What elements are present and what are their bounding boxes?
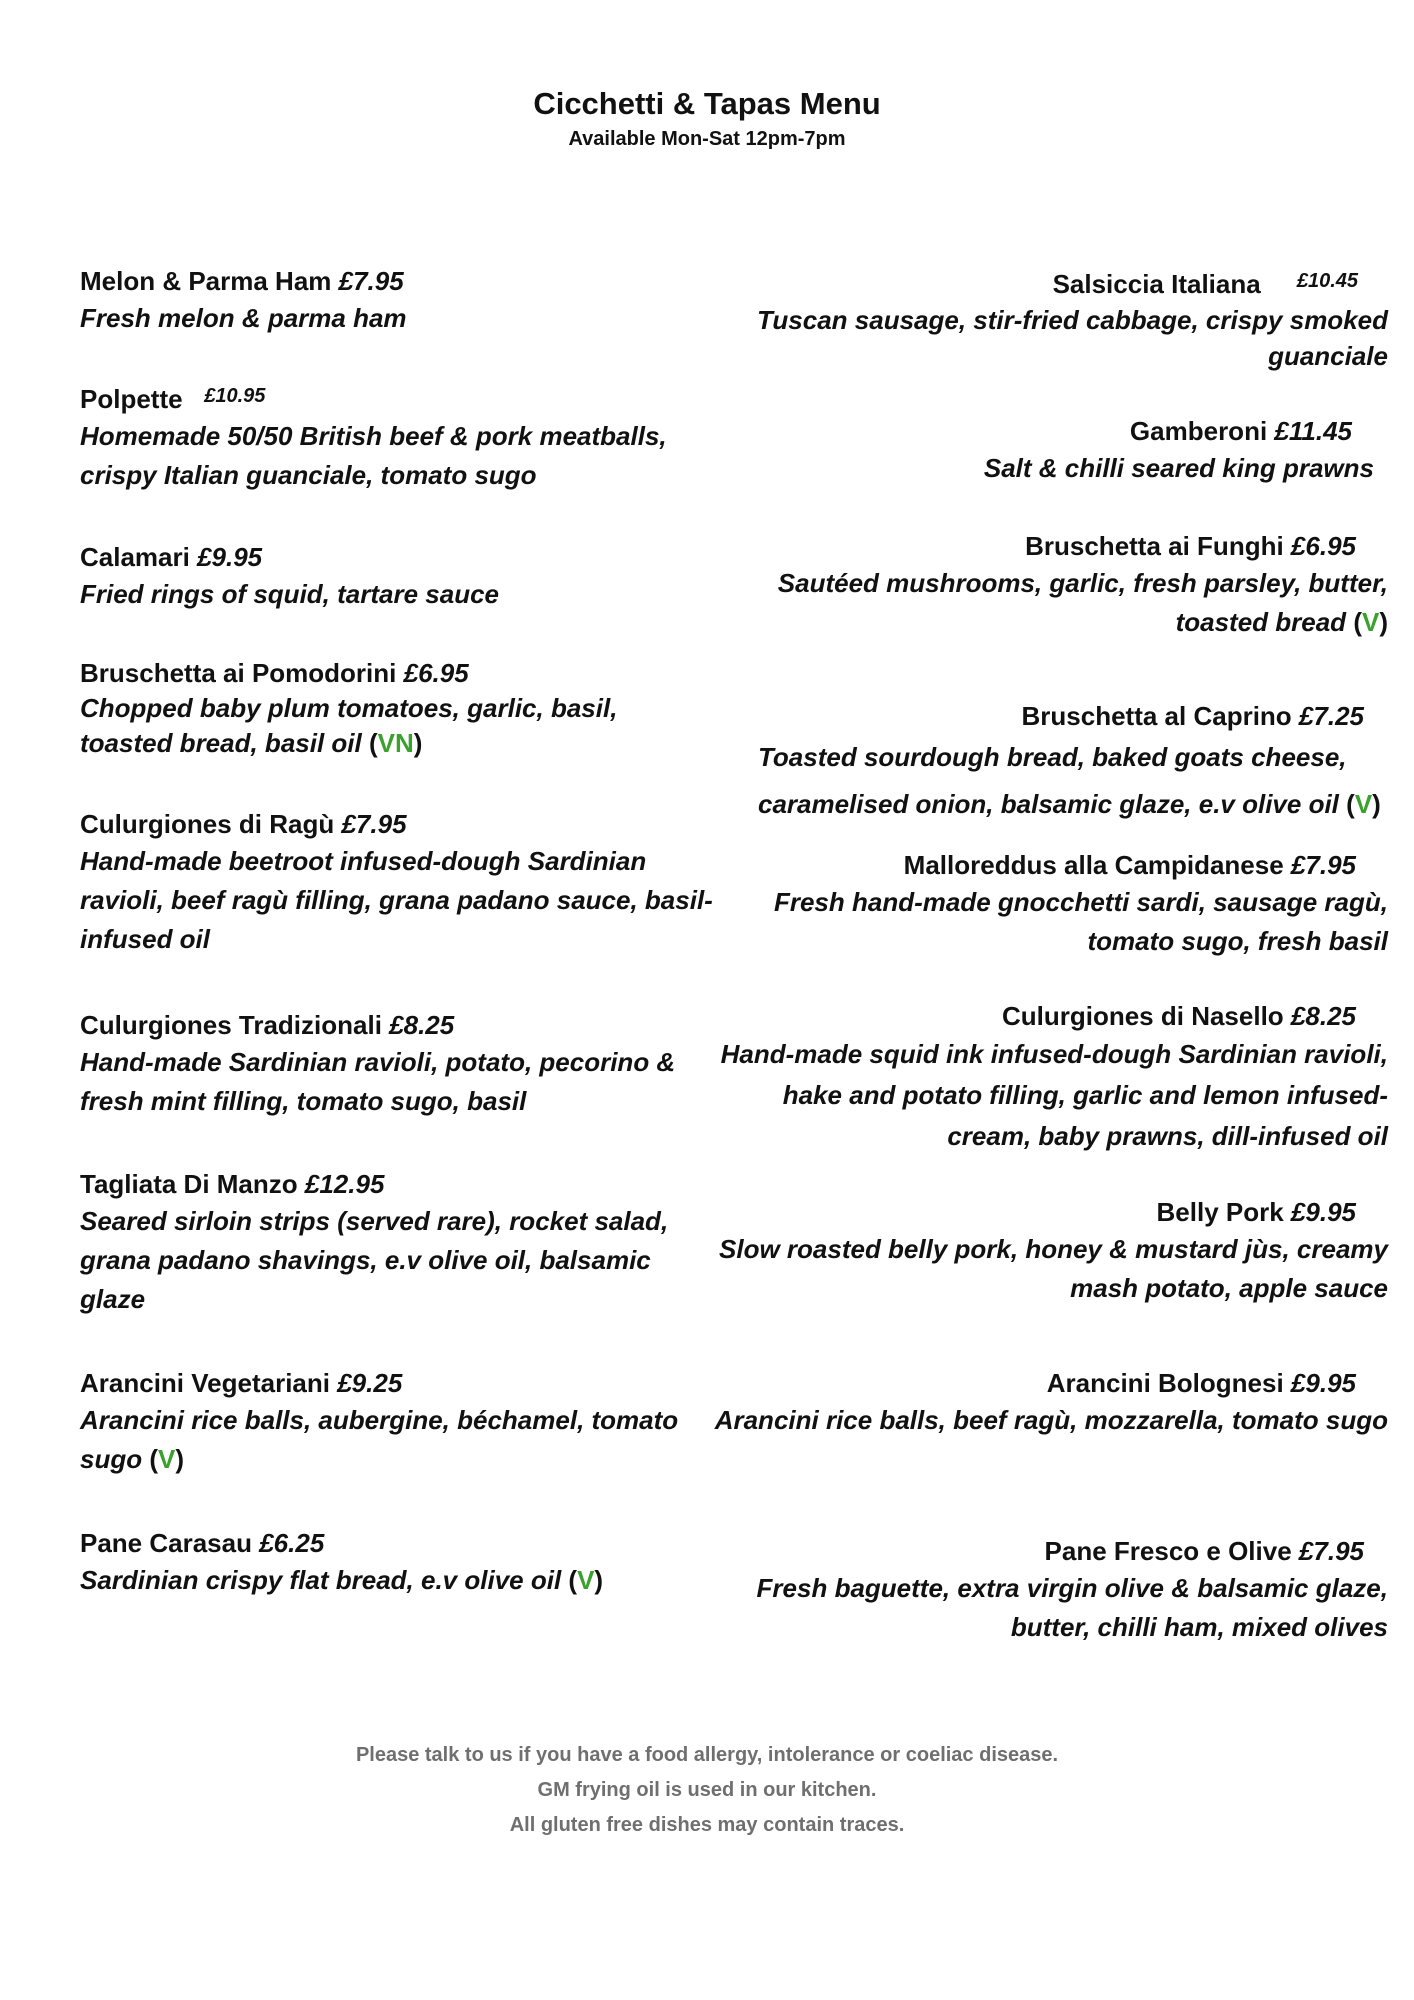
item-name: Pane Carasau £6.25 [80, 1528, 325, 1558]
item-name: Pane Fresco e Olive £7.95 [1044, 1536, 1364, 1566]
menu-item-pane-fresco-olive [708, 1533, 1388, 1647]
vegan-tag: VN [377, 728, 414, 758]
item-description: Hand-made Sardinian ravioli, potato, pecorino & fresh mint filling, tomato sugo, basil [80, 1047, 676, 1116]
item-description: Fresh hand-made gnocchetti sardi, sausage ragù, tomato sugo, fresh basil [773, 887, 1388, 956]
menu-item-bruschetta-funghi [708, 528, 1388, 642]
item-name: Culurgiones di Nasello £8.25 [1001, 1001, 1356, 1031]
availability-subtitle: Available Mon-Sat 12pm-7pm [568, 128, 846, 150]
item-name: Calamari £9.95 [80, 542, 263, 572]
menu-title: Cicchetti & Tapas Menu [533, 86, 881, 121]
allergy-notice-line: All gluten free dishes may contain traces. [509, 1814, 905, 1836]
item-name: Malloreddus alla Campidanese £7.95 [903, 850, 1356, 880]
menu-item-culurgiones-tradizionali [80, 1007, 720, 1121]
item-name: Bruschetta ai Funghi £6.95 [1025, 531, 1356, 561]
menu-item-culurgiones-ragu [80, 806, 720, 959]
item-price: £10.45 [1296, 270, 1358, 292]
vegetarian-tag: V [577, 1565, 595, 1595]
item-description: Sardinian crispy flat bread, e.v olive oil (V) [80, 1565, 604, 1595]
item-name: Belly Pork £9.95 [1156, 1197, 1356, 1227]
item-description: Fried rings of squid, tartare sauce [80, 579, 499, 609]
allergy-notice [0, 1738, 1414, 1843]
item-price: £9.95 [197, 542, 263, 572]
item-price: £9.95 [1290, 1197, 1356, 1227]
menu-item-salsiccia-italiana [708, 263, 1388, 374]
item-price: £9.25 [337, 1368, 403, 1398]
item-description: Hand-made squid ink infused-dough Sardinian ravioli, hake and potato filling, garlic and lemon infused-cream, baby prawns, dill-infused oil [720, 1039, 1388, 1151]
item-price: £6.95 [1290, 531, 1356, 561]
menu-item-calamari [80, 539, 720, 614]
menu-item-belly-pork [708, 1194, 1388, 1308]
item-price: £7.95 [338, 266, 404, 296]
item-price: £7.95 [341, 809, 407, 839]
item-price: £7.25 [1298, 701, 1364, 731]
item-description: Slow roasted belly pork, honey & mustard jùs, creamy mash potato, apple sauce [719, 1234, 1388, 1303]
vegetarian-tag: V [1354, 789, 1373, 819]
item-price: £7.95 [1290, 850, 1356, 880]
item-name: Arancini Bolognesi £9.95 [1046, 1368, 1356, 1398]
menu-item-malloreddus [708, 847, 1388, 961]
item-description: Salt & chilli seared king prawns [983, 453, 1374, 483]
allergy-notice-line: GM frying oil is used in our kitchen. [537, 1779, 877, 1801]
menu-item-arancini-bolognesi [708, 1365, 1388, 1440]
menu-item-tagliata-di-manzo [80, 1166, 720, 1319]
item-name: Gamberoni £11.45 [1129, 416, 1352, 446]
item-name: Melon & Parma Ham £7.95 [80, 266, 404, 296]
item-description: Fresh baguette, extra virgin olive & balsamic glaze, butter, chilli ham, mixed olives [756, 1573, 1388, 1642]
item-description: Arancini rice balls, beef ragù, mozzarella, tomato sugo [714, 1405, 1388, 1435]
menu-item-melon-parma-ham [80, 263, 720, 338]
item-description: Fresh melon & parma ham [80, 303, 407, 333]
menu-item-arancini-vegetariani [80, 1365, 720, 1479]
menu-item-culurgiones-nasello [708, 998, 1388, 1157]
menu-item-gamberoni [708, 413, 1388, 488]
menu-item-bruschetta-caprino [708, 698, 1388, 828]
menu-item-bruschetta-pomodorini [80, 655, 720, 761]
item-price: £7.95 [1298, 1536, 1364, 1566]
item-description: Chopped baby plum tomatoes, garlic, basil, toasted bread, basil oil (VN) [80, 693, 618, 758]
allergy-notice-line: Please talk to us if you have a food allergy, intolerance or coeliac disease. [355, 1744, 1059, 1766]
item-name: Bruschetta al Caprino £7.25 [1021, 701, 1364, 731]
item-price: £9.95 [1290, 1368, 1356, 1398]
item-name: Culurgiones di Ragù £7.95 [80, 809, 407, 839]
item-price: £10.95 [204, 385, 266, 407]
vegetarian-tag: V [1361, 607, 1380, 637]
item-price: £12.95 [304, 1169, 385, 1199]
item-name: Polpette $^{£10.95}$ [80, 384, 266, 414]
item-description: Toasted sourdough bread, baked goats cheese, caramelised onion, balsamic glaze, e.v olive oil (V) [758, 742, 1381, 819]
item-price: £6.25 [259, 1528, 325, 1558]
item-name: Culurgiones Tradizionali £8.25 [80, 1010, 455, 1040]
item-description: Homemade 50/50 British beef & pork meatballs, crispy Italian guanciale, tomato sugo [80, 421, 667, 490]
item-description: Arancini rice balls, aubergine, béchamel, tomato sugo (V) [80, 1405, 679, 1474]
item-price: £8.25 [389, 1010, 455, 1040]
item-name: Salsiccia Italiana $^{£10.45}$ [1052, 269, 1358, 299]
menu-item-polpette [80, 378, 720, 495]
item-price: £8.25 [1290, 1001, 1356, 1031]
item-name: Tagliata Di Manzo £12.95 [80, 1169, 385, 1199]
item-price: £6.95 [403, 658, 469, 688]
item-name: Arancini Vegetariani £9.25 [80, 1368, 403, 1398]
vegetarian-tag: V [158, 1444, 176, 1474]
item-description: Sautéed mushrooms, garlic, fresh parsley, butter, toasted bread (V) [777, 568, 1388, 637]
item-description: Tuscan sausage, stir-fried cabbage, crispy smoked guanciale [757, 305, 1388, 371]
item-description: Seared sirloin strips (served rare), rocket salad, grana padano shavings, e.v olive oil, balsamic glaze [80, 1206, 669, 1314]
item-description: Hand-made beetroot infused-dough Sardinian ravioli, beef ragù filling, grana padano sauce, basil-infused oil [80, 846, 713, 954]
item-price: £11.45 [1274, 416, 1352, 446]
item-name: Bruschetta ai Pomodorini £6.95 [80, 658, 469, 688]
menu-item-pane-carasau [80, 1525, 720, 1600]
